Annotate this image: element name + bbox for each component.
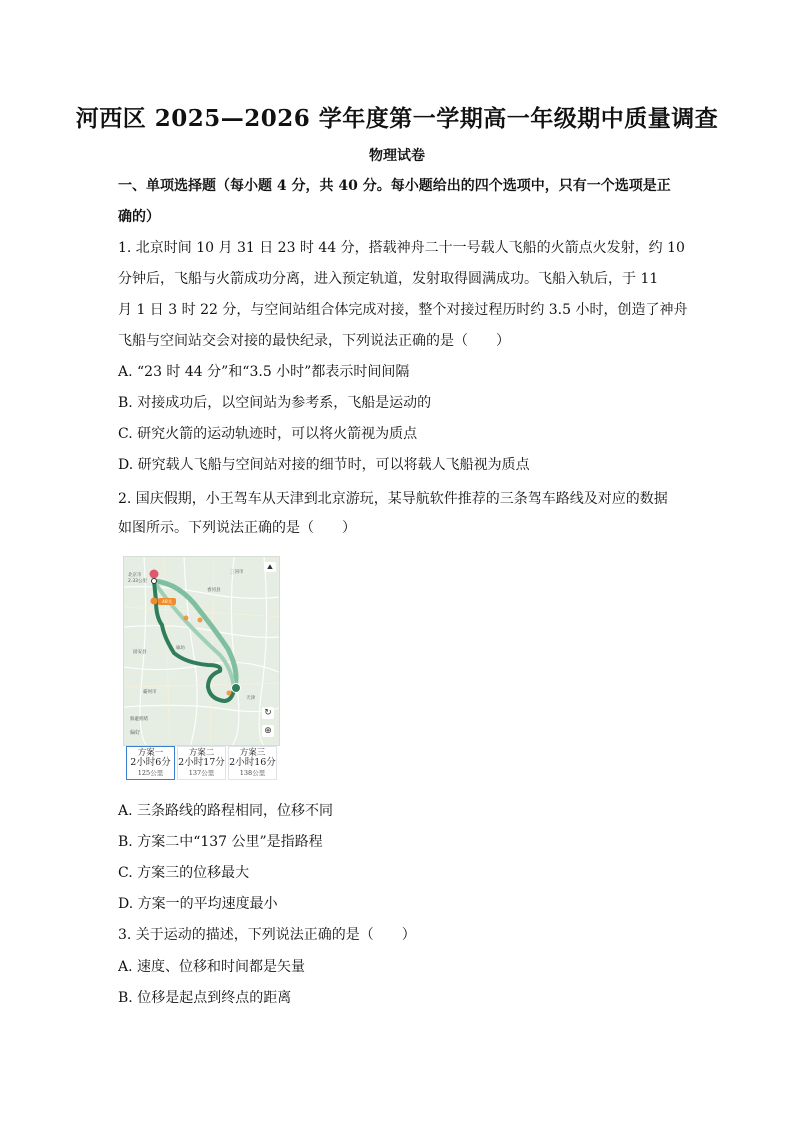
map-label-sanhe: 三河市 xyxy=(230,570,244,575)
map-view xyxy=(123,556,280,746)
end-marker-icon xyxy=(232,684,241,693)
page-subtitle: 物理试卷 xyxy=(369,148,425,164)
toll-marker-icon xyxy=(184,616,189,621)
toll-marker-icon xyxy=(198,618,203,623)
route-card-1[interactable] xyxy=(126,746,175,780)
avoid-congestion-label[interactable]: 躲避拥堵 xyxy=(130,717,148,722)
q1-stem-line: 分钟后，飞船与火箭成功分离，进入预定轨道，发射取得圆满成功。飞船入轨后，于 11 xyxy=(118,271,659,287)
toll-badge-label: 48元 xyxy=(162,600,173,605)
map-label-guan: 固安县 xyxy=(133,650,147,655)
origin-dot-icon xyxy=(152,579,157,584)
q3-option-b: B. 位移是起点到终点的距离 xyxy=(118,990,292,1006)
section-heading-cont: 确的） xyxy=(118,209,160,225)
route-distance: 138公里 xyxy=(239,769,266,777)
section-heading: 一、单项选择题（每小题 4 分，共 40 分。每小题给出的四个选项中，只有一个选项是正 xyxy=(118,178,671,194)
q3-stem-line: 3. 关于运动的描述，下列说法正确的是（ ） xyxy=(118,927,416,943)
route-name: 方案三 xyxy=(239,748,266,758)
q2-stem-line: 如图所示。下列说法正确的是（ ） xyxy=(118,520,356,536)
layers-icon[interactable]: ⛰ xyxy=(264,562,276,572)
route-card-2[interactable] xyxy=(177,746,226,780)
route-distance: 125公里 xyxy=(137,769,164,777)
route-time: 2小时16分 xyxy=(229,757,276,768)
start-marker-icon xyxy=(150,570,159,579)
q1-option-b: B. 对接成功后，以空间站为参考系，飞船是运动的 xyxy=(118,395,432,411)
route-name: 方案二 xyxy=(188,748,215,758)
q2-stem-line: 2. 国庆假期，小王驾车从天津到北京游玩，某导航软件推荐的三条驾车路线及对应的数据 xyxy=(118,491,668,507)
preference-button[interactable]: 偏好 xyxy=(130,730,141,736)
q2-option-b: B. 方案二中“137 公里”是指路程 xyxy=(118,834,323,850)
q2-option-c: C. 方案三的位移最大 xyxy=(118,865,250,881)
toll-marker-icon xyxy=(151,598,158,605)
toll-marker-icon xyxy=(227,691,232,696)
map-label-bazhou: 霸州市 xyxy=(143,690,157,695)
map-label-xianghe: 香河县 xyxy=(207,588,221,593)
q1-stem-line: 月 1 日 3 时 22 分，与空间站组合体完成对接，整个对接过程历时约 3.5 小时，创造了神舟 xyxy=(118,302,688,318)
map-label-langfang: 廊坊 xyxy=(176,646,185,651)
q2-option-d: D. 方案一的平均速度最小 xyxy=(118,896,278,912)
page-title: 河西区 2025—2026 学年度第一学期高一年级期中质量调查 xyxy=(75,105,719,132)
navigation-map-figure xyxy=(123,556,280,780)
q1-stem-line: 1. 北京时间 10 月 31 日 23 时 44 分，搭载神舟二十一号载人飞船的火箭点火发射，约 10 xyxy=(118,240,685,256)
route-options xyxy=(126,746,277,780)
q1-stem-line: 飞船与空间站交会对接的最快纪录，下列说法正确的是（ ） xyxy=(118,333,510,349)
map-label-distance: 2.33公里 xyxy=(128,579,148,584)
route-time: 2小时17分 xyxy=(178,757,225,768)
refresh-icon[interactable]: ↻ xyxy=(262,707,274,719)
route-card-3[interactable] xyxy=(228,746,277,780)
q2-option-a: A. 三条路线的路程相同，位移不同 xyxy=(118,803,334,819)
route-time: 2小时6分 xyxy=(130,757,171,768)
route-name: 方案一 xyxy=(137,748,164,758)
map-label-beijing: 北京市 xyxy=(128,573,142,578)
q1-option-a: A. “23 时 44 分”和“3.5 小时”都表示时间间隔 xyxy=(118,364,410,380)
q1-option-d: D. 研究载人飞船与空间站对接的细节时，可以将载人飞船视为质点 xyxy=(118,457,530,473)
route-distance: 137公里 xyxy=(188,769,215,777)
q3-option-a: A. 速度、位移和时间都是矢量 xyxy=(118,959,306,975)
locate-icon[interactable]: ⊕ xyxy=(262,725,274,737)
map-label-tianjin: 天津 xyxy=(246,696,255,701)
q1-option-c: C. 研究火箭的运动轨迹时，可以将火箭视为质点 xyxy=(118,426,418,442)
